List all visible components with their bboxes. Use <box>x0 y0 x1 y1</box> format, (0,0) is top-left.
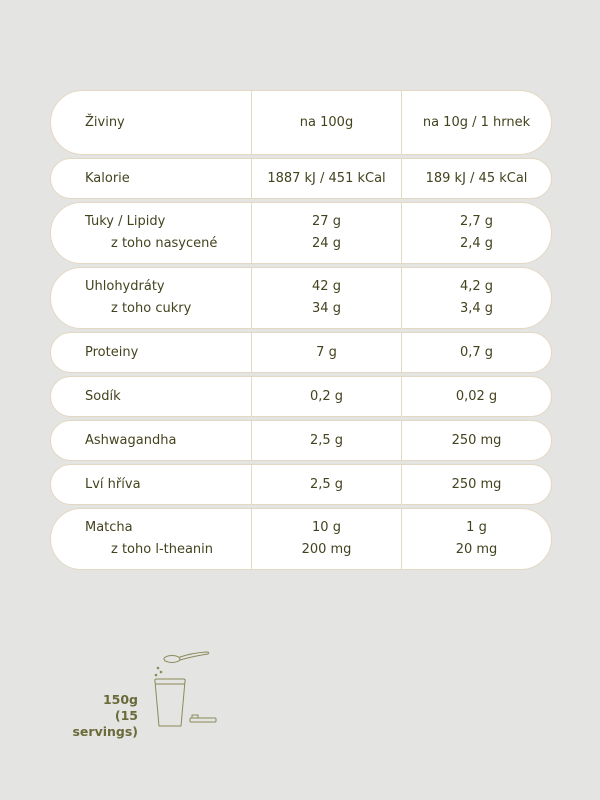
row-sub-value-100g: 200 mg <box>301 542 352 557</box>
row-label: Matcha <box>85 520 133 535</box>
row-sub-value-10g: 2,4 g <box>459 236 494 251</box>
row-sub-label: z toho l-theanin <box>111 542 214 557</box>
row-label: Sodík <box>85 388 121 404</box>
package-info <box>50 648 230 738</box>
package-servings: (15 servings) <box>72 708 138 739</box>
row-value-100g: 27 g <box>312 214 341 229</box>
table-row-kalorie <box>50 158 552 199</box>
row-value-10g: 0,7 g <box>459 344 494 360</box>
row-sub-label: z toho cukry <box>111 301 192 316</box>
table-row-ashwagandha <box>50 420 552 461</box>
row-label: Ashwagandha <box>85 432 177 448</box>
table-row-lvi-hriva <box>50 464 552 505</box>
package-label <box>50 692 138 740</box>
row-value-100g: 7 g <box>316 344 337 360</box>
row-value-10g: 250 mg <box>451 432 502 448</box>
table-row-tuky <box>50 202 552 264</box>
row-label: Tuky / Lipidy <box>85 214 166 229</box>
row-sub-value-10g: 20 mg <box>455 542 498 557</box>
row-value-100g: 1887 kJ / 451 kCal <box>267 170 386 186</box>
row-value-10g: 189 kJ / 45 kCal <box>425 170 528 186</box>
table-row-sodik <box>50 376 552 417</box>
row-value-10g: 1 g <box>466 520 487 535</box>
row-label: Uhlohydráty <box>85 279 165 294</box>
row-label: Kalorie <box>85 170 130 186</box>
row-value-100g: 2,5 g <box>309 432 344 448</box>
header-per-100g: na 100g <box>251 91 401 154</box>
row-sub-value-100g: 34 g <box>312 301 341 316</box>
row-sub-value-10g: 3,4 g <box>459 301 494 316</box>
row-sub-label: z toho nasycené <box>111 236 218 251</box>
row-sub-value-100g: 24 g <box>312 236 341 251</box>
row-value-100g: 2,5 g <box>309 476 344 492</box>
table-row-uhlohydraty <box>50 267 552 329</box>
row-value-10g: 2,7 g <box>459 214 494 229</box>
table-header-row <box>50 90 552 155</box>
row-label: Lví hříva <box>85 476 141 492</box>
header-per-10g: na 10g / 1 hrnek <box>401 91 551 154</box>
row-value-10g: 250 mg <box>451 476 502 492</box>
header-nutrients: Živiny <box>85 114 125 130</box>
cup-and-spoon-icon <box>150 648 230 733</box>
nutrition-table <box>50 90 552 573</box>
row-value-100g: 10 g <box>312 520 341 535</box>
row-value-100g: 42 g <box>312 279 341 294</box>
table-row-matcha <box>50 508 552 570</box>
row-value-100g: 0,2 g <box>309 388 344 404</box>
row-value-10g: 4,2 g <box>459 279 494 294</box>
table-row-proteiny <box>50 332 552 373</box>
row-label: Proteiny <box>85 344 139 360</box>
package-weight: 150g <box>102 692 138 707</box>
row-value-10g: 0,02 g <box>455 388 498 404</box>
